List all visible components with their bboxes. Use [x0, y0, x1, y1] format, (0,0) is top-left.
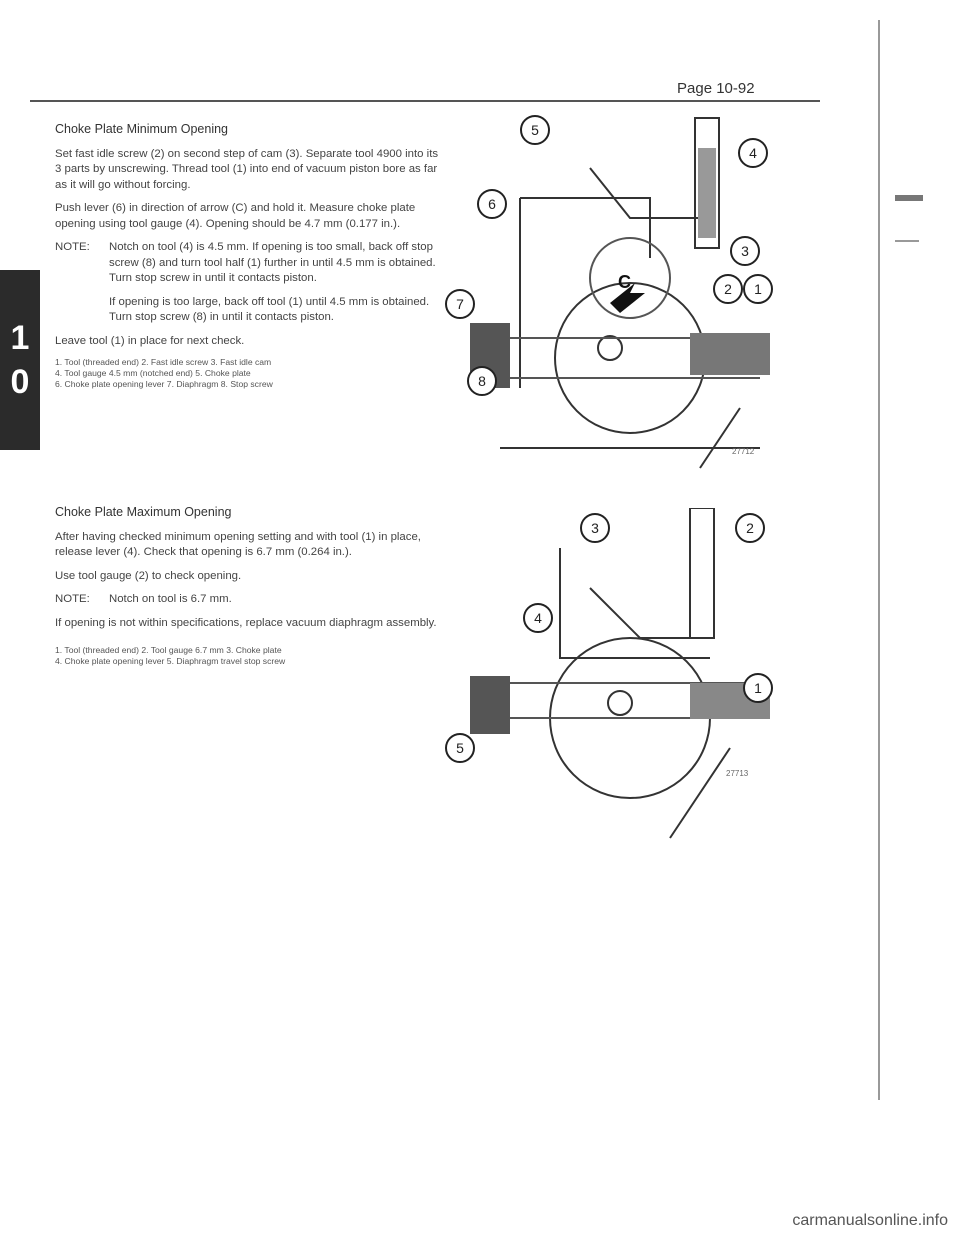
callout-3 — [731, 237, 759, 265]
note-block — [55, 592, 445, 608]
callout-2 — [714, 275, 742, 303]
callout-8 — [468, 367, 496, 395]
paragraph: If opening is not within specifications, replace vacuum diaphragm assembly. — [55, 616, 437, 629]
svg-text:1: 1 — [754, 281, 762, 297]
choke-housing — [555, 283, 705, 433]
paragraph: Push lever (6) in direction of arrow (C) and hold it. Measure choke plate opening using tool gauge (4). Opening should be 4.7 mm (0.177 in.). — [55, 202, 416, 230]
base-lines — [500, 408, 760, 468]
legend-line: 6. Choke plate opening lever 7. Diaphragm 8. Stop screw — [55, 379, 273, 389]
paragraph: Set fast idle screw (2) on second step of cam (3). Separate tool 4900 into its 3 parts by unscrewing. Thread tool (1) into end of vacuum piston bore as far as it will go without forcing. — [55, 147, 439, 191]
chapter-tab-digit-1: 1 — [10, 319, 30, 357]
callout-5 — [521, 116, 549, 144]
carburetor-diagram-maximum — [440, 508, 780, 848]
note-label: NOTE: — [55, 241, 90, 253]
scan-edge-line — [878, 20, 880, 1100]
choke-lever — [590, 588, 700, 638]
callout-4 — [739, 139, 767, 167]
svg-text:7: 7 — [456, 296, 464, 312]
diaphragm-housing — [470, 676, 510, 734]
figure-legend — [55, 645, 445, 667]
arrow-label: C — [618, 272, 631, 292]
figure-number: 27713 — [726, 769, 749, 778]
svg-text:2: 2 — [724, 281, 732, 297]
svg-text:6: 6 — [488, 196, 496, 212]
svg-text:4: 4 — [534, 610, 542, 626]
svg-text:5: 5 — [456, 740, 464, 756]
callout-1 — [744, 674, 772, 702]
chapter-tab — [0, 270, 40, 450]
section-maximum-opening — [55, 505, 445, 667]
paragraph: Use tool gauge (2) to check opening. — [55, 569, 242, 582]
callout-7 — [446, 290, 474, 318]
base-lines — [670, 748, 730, 838]
page-number: Page 10-92 — [677, 80, 755, 97]
scan-mark — [895, 195, 923, 201]
legend-line: 1. Tool (threaded end) 2. Tool gauge 6.7 mm 3. Choke plate — [55, 645, 282, 655]
pivot — [608, 691, 632, 715]
section-heading: Choke Plate Maximum Opening — [55, 505, 232, 519]
note-text: Notch on tool (4) is 4.5 mm. If opening is too small, back off stop screw (8) and turn tool half (1) further in until 4.5 mm is obtained. Turn stop screw in until it contacts piston. — [109, 241, 436, 284]
choke-lever — [590, 168, 700, 218]
note-block — [55, 240, 445, 326]
paragraph: After having checked minimum opening setting and with tool (1) in place, release lever (4). Check that opening is 6.7 mm (0.264 in.). — [55, 530, 421, 558]
note-label: NOTE: — [55, 593, 90, 605]
header-rule — [30, 100, 820, 102]
svg-text:3: 3 — [741, 243, 749, 259]
figure-number: 27712 — [732, 447, 755, 456]
note-text: If opening is too large, back off tool (1) until 4.5 mm is obtained. Turn stop screw (8) in until it contacts piston. — [109, 295, 430, 323]
tool-threaded-end — [690, 333, 770, 375]
svg-text:4: 4 — [749, 145, 757, 161]
note-text: Notch on tool is 6.7 mm. — [109, 593, 232, 605]
section-heading: Choke Plate Minimum Opening — [55, 122, 228, 136]
svg-text:8: 8 — [478, 373, 486, 389]
watermark: carmanualsonline.info — [792, 1212, 948, 1229]
section-minimum-opening — [55, 122, 445, 390]
gauge-notch — [698, 148, 716, 238]
svg-text:3: 3 — [591, 520, 599, 536]
svg-text:2: 2 — [746, 520, 754, 536]
legend-line: 4. Tool gauge 4.5 mm (notched end) 5. Choke plate — [55, 368, 251, 378]
callout-1 — [744, 275, 772, 303]
legend-line: 4. Choke plate opening lever 5. Diaphragm travel stop screw — [55, 656, 286, 666]
callout-5 — [446, 734, 474, 762]
carburetor-body — [560, 548, 710, 658]
figure-legend — [55, 357, 445, 390]
scan-mark — [895, 240, 919, 242]
callout-6 — [478, 190, 506, 218]
tool-gauge-shaft — [690, 508, 714, 638]
callout-4 — [524, 604, 552, 632]
callout-3 — [581, 514, 609, 542]
paragraph: Leave tool (1) in place for next check. — [55, 334, 245, 347]
callout-2 — [736, 514, 764, 542]
svg-text:5: 5 — [531, 122, 539, 138]
legend-line: 1. Tool (threaded end) 2. Fast idle screw 3. Fast idle cam — [55, 357, 272, 367]
svg-text:1: 1 — [754, 680, 762, 696]
carburetor-diagram-minimum — [440, 108, 780, 498]
pivot — [598, 336, 622, 360]
chapter-tab-digit-2: 0 — [10, 363, 30, 401]
